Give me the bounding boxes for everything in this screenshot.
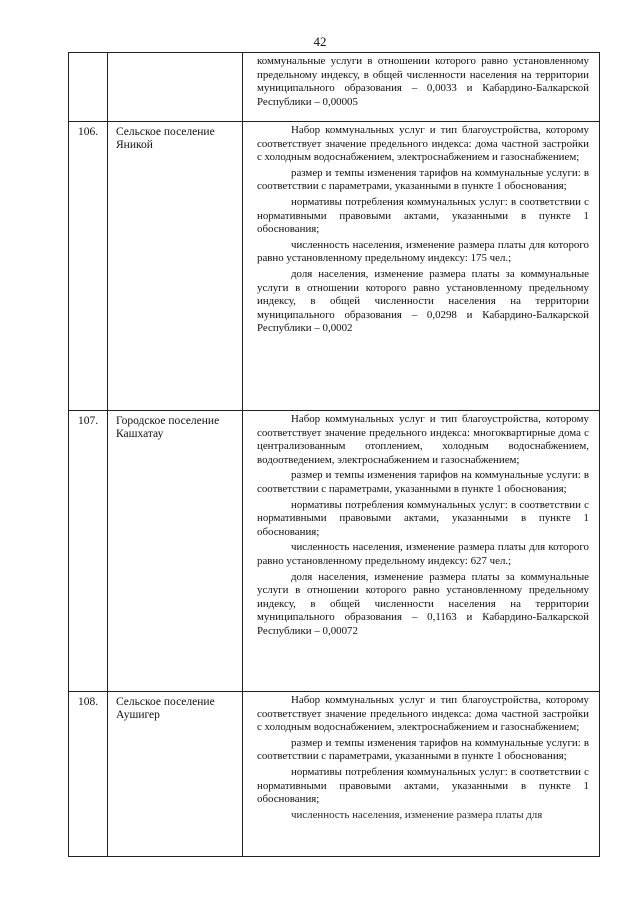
table-row [69, 692, 600, 857]
row-description [243, 122, 600, 411]
row-number: 108. [69, 692, 108, 857]
paragraph: нормативы потребления коммунальных услуг: в соответствии с нормативными правовыми актами, указанными в пункте 1 обоснования; [257, 498, 589, 538]
settlement-name [108, 53, 243, 122]
table-row [69, 53, 600, 122]
paragraph: доля населения, изменение размера платы за коммунальные услуги в отношении которого равно установленному предельному индексу, в общей численности населения на территории муниципального образования – 0,1163 и Кабардино-Балкарской Республики – 0,00072 [257, 570, 589, 637]
paragraph: Набор коммунальных услуг и тип благоустройства, которому соответствует значение предельного индекса: многоквартирные дома с централизованным отоплением, холодным водоснабжением, водоотведением, электроснабжением и газоснабжением; [257, 413, 589, 466]
settlement-name: Сельское поселение Аушигер [108, 692, 243, 857]
paragraph: коммунальные услуги в отношении которого равно установленному предельному индексу, в общей численности населения на территории муниципального образования – 0,0033 и Кабардино-Балкарской Республики – 0,00005 [257, 55, 589, 108]
row-description [243, 411, 600, 692]
paragraph: Набор коммунальных услуг и тип благоустройства, которому соответствует значение предельного индекса: дома частной застройки с холодным водоснабжением, электроснабжением и газоснабжением; [257, 694, 589, 734]
paragraph: размер и темпы изменения тарифов на коммунальные услуги: в соответствии с параметрами, указанными в пункте 1 обоснования; [257, 469, 589, 495]
page-number: 42 [313, 34, 327, 49]
settlement-name: Городское поселение Кашхатау [108, 411, 243, 692]
row-description [243, 53, 600, 122]
table-row [69, 122, 600, 411]
row-description [243, 692, 600, 857]
paragraph: численность населения, изменение размера платы для которого равно установленному предельному индексу: 175 чел.; [257, 238, 589, 265]
paragraph: численность населения, изменение размера платы для [291, 808, 543, 821]
row-number: 106. [69, 122, 108, 411]
row-number: 107. [69, 411, 108, 692]
paragraph: размер и темпы изменения тарифов на коммунальные услуги: в соответствии с параметрами, указанными в пункте 1 обоснования; [257, 736, 589, 763]
paragraph: нормативы потребления коммунальных услуг: в соответствии с нормативными правовыми актами, указанными в пункте 1 обоснования; [257, 195, 589, 236]
table-row [69, 411, 600, 692]
paragraph: размер и темпы изменения тарифов на коммунальные услуги: в соответствии с параметрами, указанными в пункте 1 обоснования; [257, 166, 589, 193]
settlement-name: Сельское поселение Яникой [108, 122, 243, 411]
row-number [69, 53, 108, 122]
paragraph: Набор коммунальных услуг и тип благоустройства, которому соответствует значение предельного индекса: дома частной застройки с холодным водоснабжением, электроснабжением и газоснабжением; [257, 124, 589, 164]
paragraph: доля населения, изменение размера платы за коммунальные услуги в отношении которого равно установленному предельному индексу, в общей численности населения на территории муниципального образования – 0,0298 и Кабардино-Балкарской Республики – 0,0002 [257, 267, 589, 335]
paragraph: численность населения, изменение размера платы для которого равно установленному предельному индексу: 627 чел.; [257, 541, 589, 567]
regions-table [68, 52, 600, 857]
paragraph: нормативы потребления коммунальных услуг: в соответствии с нормативными правовыми актами, указанными в пункте 1 обоснования; [257, 765, 589, 806]
